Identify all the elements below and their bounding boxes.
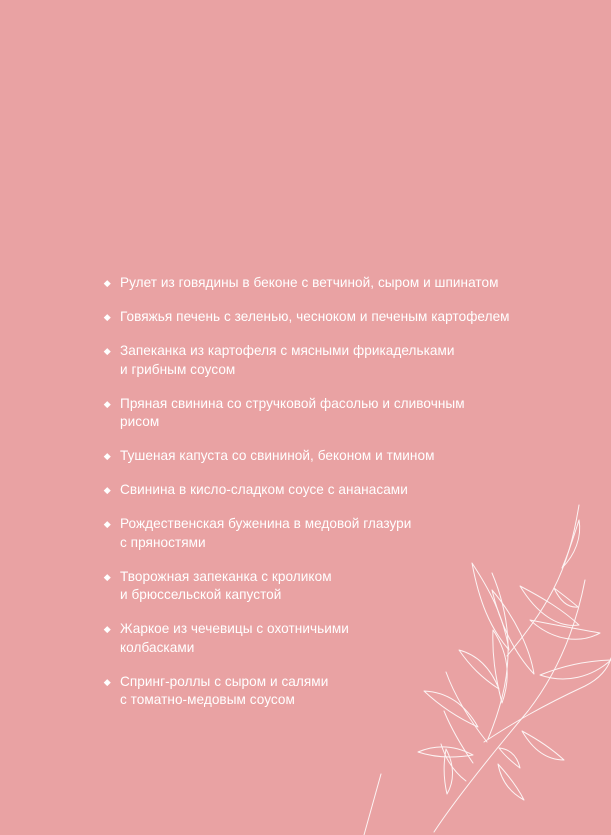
recipe-title: Рождественская буженина в медовой глазури с пряностями — [120, 516, 412, 550]
recipe-title: Тушеная капуста со свининой, беконом и тмином — [120, 448, 435, 463]
recipe-title: Спринг-роллы с сыром и салями с томатно-медовым соусом — [120, 673, 329, 707]
recipe-title: Свинина в кисло-сладком соусе с ананасами — [120, 482, 408, 497]
recipe-title: Пряная свинина со стручковой фасолью и сливочным рисом — [120, 395, 465, 429]
recipe-title: Творожная запеканка с кроликом и брюссельской капустой — [120, 568, 332, 602]
recipe-title: Жаркое из чечевицы с охотничьими колбасками — [120, 621, 349, 655]
recipe-title: Запеканка из картофеля с мясными фрикадельками и грибным соусом — [120, 343, 455, 377]
recipe-title: Говяжья печень с зеленью, чесноком и печеным картофелем — [120, 309, 510, 324]
recipe-title: Рулет из говядины в беконе с ветчиной, сыром и шпинатом — [120, 275, 499, 290]
